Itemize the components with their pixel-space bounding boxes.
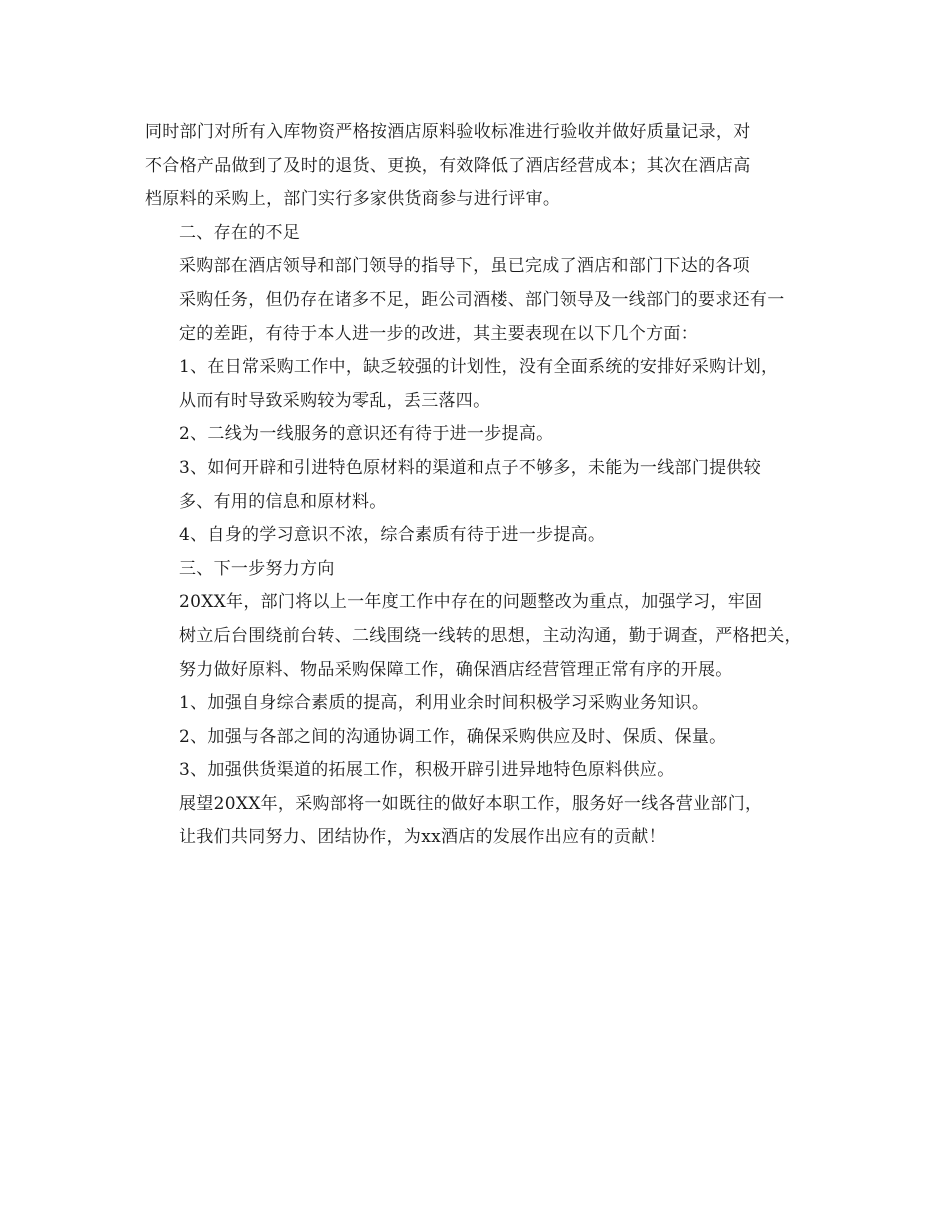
paragraph: [145, 788, 825, 855]
text-line: 1、加强自身综合素质的提高，利用业余时间积极学习采购业务知识。: [179, 693, 710, 714]
text-line: 树立后台围绕前台转、二线围绕一线转的思想，主动沟通，勤于调查，严格把关，: [179, 625, 802, 646]
text-line: 2、二线为一线服务的意识还有待于进一步提高。: [179, 424, 554, 445]
text-line: 展望20XX年，采购部将一如既往的做好本职工作，服务好一线各营业部门，: [179, 793, 763, 814]
text-line: 二、存在的不足: [179, 222, 301, 243]
paragraph: [145, 553, 825, 587]
text-line: 从而有时导致采购较为零乱，丢三落四。: [179, 390, 491, 411]
paragraph: [145, 519, 825, 553]
text-line: 定的差距，有待于本人进一步的改进，其主要表现在以下几个方面：: [179, 323, 698, 344]
text-line: 采购任务，但仍存在诸多不足，距公司酒楼、部门领导及一线部门的要求还有一: [179, 289, 785, 310]
text-line: 档原料的采购上，部门实行多家供货商参与进行评审。: [145, 189, 561, 210]
paragraph: [145, 217, 825, 251]
text-line: 让我们共同努力、团结协作，为xx酒店的发展作出应有的贡献！: [179, 827, 666, 848]
text-line: 不合格产品做到了及时的退货、更换，有效降低了酒店经营成本；其次在酒店高: [145, 155, 751, 176]
text-line: 2、加强与各部之间的沟通协调工作，确保采购供应及时、保质、保量。: [179, 726, 727, 747]
paragraph: [145, 351, 825, 418]
paragraph: [145, 418, 825, 452]
text-line: 3、如何开辟和引进特色原材料的渠道和点子不够多，未能为一线部门提供较: [179, 457, 762, 478]
text-line: 多、有用的信息和原材料。: [179, 491, 387, 512]
paragraph: [145, 250, 825, 351]
text-line: 4、自身的学习意识不浓，综合素质有待于进一步提高。: [179, 525, 606, 546]
paragraph: [145, 721, 825, 755]
text-line: 3、加强供货渠道的拓展工作，积极开辟引进异地特色原料供应。: [179, 760, 675, 781]
text-line: 努力做好原料、物品采购保障工作，确保酒店经营管理正常有序的开展。: [179, 659, 733, 680]
paragraph: [145, 754, 825, 788]
paragraph: [145, 452, 825, 519]
text-line: 三、下一步努力方向: [179, 558, 335, 579]
text-line: 同时部门对所有入库物资严格按酒店原料验收标准进行验收并做好质量记录，对: [145, 122, 751, 142]
text-line: 20XX年，部门将以上一年度工作中存在的问题整改为重点，加强学习，牢固: [179, 592, 763, 613]
document-body: [145, 116, 825, 855]
text-line: 1、在日常采购工作中，缺乏较强的计划性，没有全面系统的安排好采购计划，: [179, 357, 779, 378]
paragraph: [145, 687, 825, 721]
paragraph: [145, 586, 825, 687]
paragraph: [145, 116, 825, 217]
text-line: 采购部在酒店领导和部门领导的指导下，虽已完成了酒店和部门下达的各项: [179, 256, 750, 277]
